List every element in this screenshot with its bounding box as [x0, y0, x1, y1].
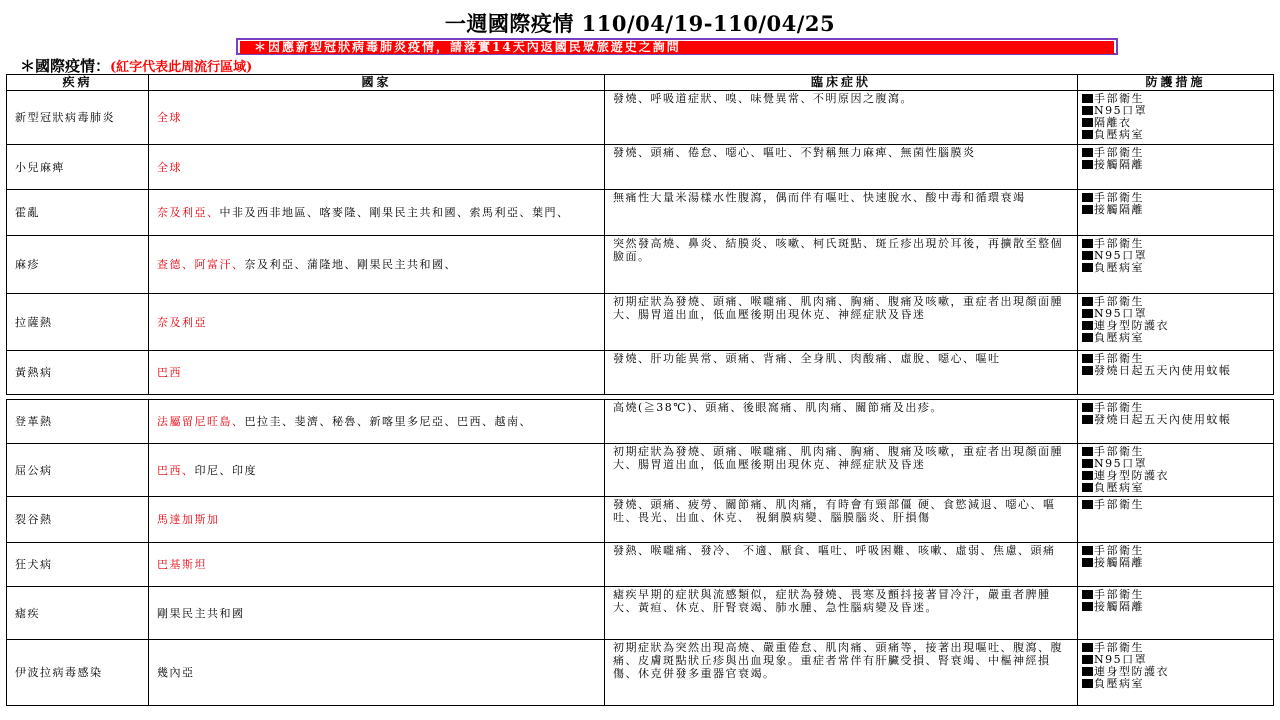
- disease-cell: 伊波拉病毒感染: [7, 640, 149, 706]
- header-protection: 防護措施: [1078, 75, 1274, 91]
- symptoms-cell: 突然發高燒、鼻炎、結膜炎、咳嗽、柯氏斑點、斑丘疹出現於耳後，再擴散至整個臉面。: [605, 236, 1078, 294]
- disease-cell: 狂犬病: [7, 543, 149, 587]
- protection-item: 接觸隔離: [1082, 159, 1269, 171]
- disease-cell: 屈公病: [7, 444, 149, 497]
- country-black: 巴拉圭、斐濟、秘魯、新喀里多尼亞、巴西、越南、: [244, 415, 532, 428]
- protection-item: 連身型防護衣: [1082, 470, 1269, 482]
- symptoms-cell: 發燒、頭痛、疲勞、關節痛、肌肉痛，有時會有頸部僵 硬、食慾減退、噁心、嘔吐、畏光、出血、休克、 視網膜病變、腦膜腦炎、肝損傷: [605, 497, 1078, 543]
- country-red: 全球: [157, 160, 182, 174]
- protection-item: 負壓病室: [1082, 678, 1269, 690]
- table-row: [7, 640, 1274, 706]
- protection-cell: [1078, 91, 1274, 145]
- table-row: [7, 543, 1274, 587]
- header-disease: 疾病: [7, 75, 149, 91]
- protection-cell: [1078, 543, 1274, 587]
- table-row: [7, 145, 1274, 190]
- symptoms-cell: 發燒、呼吸道症狀、嗅、味覺異常、不明原因之腹瀉。: [605, 91, 1078, 145]
- country-cell: [149, 294, 605, 351]
- table-row: [7, 400, 1274, 444]
- protection-cell: [1078, 587, 1274, 640]
- protection-item: 手部衛生: [1082, 499, 1269, 511]
- protection-item: 接觸隔離: [1082, 204, 1269, 216]
- protection-item: 發燒日起五天內使用蚊帳: [1082, 414, 1269, 426]
- protection-item: 手部衛生: [1082, 402, 1269, 414]
- protection-item: N95口罩: [1082, 250, 1269, 262]
- protection-item: N95口罩: [1082, 654, 1269, 666]
- country-red: 奈及利亞: [157, 315, 207, 329]
- country-black: 奈及利亞、蒲隆地、剛果民主共和國、: [244, 258, 457, 271]
- protection-item: 手部衛生: [1082, 642, 1269, 654]
- symptoms-cell: 發燒、頭痛、倦怠、噁心、嘔吐、不對稱無力麻痺、無菌性腦膜炎: [605, 145, 1078, 190]
- country-red: 全球: [157, 111, 182, 124]
- country-red: 巴西、: [157, 463, 195, 477]
- protection-cell: [1078, 236, 1274, 294]
- disease-cell: 新型冠狀病毒肺炎: [7, 91, 149, 145]
- page-title: 一週國際疫情 110/04/19-110/04/25: [444, 11, 836, 36]
- header-country: 國家: [149, 75, 605, 91]
- protection-cell: [1078, 497, 1274, 543]
- notice-banner: [236, 38, 1118, 55]
- country-cell: [149, 543, 605, 587]
- country-cell: [149, 640, 605, 706]
- country-red: 法屬留尼旺島、: [157, 415, 245, 428]
- protection-cell: [1078, 351, 1274, 395]
- protection-item: 手部衛生: [1082, 446, 1269, 458]
- symptoms-cell: 初期症狀為發燒、頭痛、喉嚨痛、肌肉痛、胸痛、腹痛及咳嗽，重症者出現顏面腫大、腸胃道出血，低血壓後期出現休克、神經症狀及昏迷: [605, 294, 1078, 351]
- country-red: 巴西: [157, 366, 182, 379]
- protection-item: 負壓病室: [1082, 482, 1269, 494]
- protection-item: 連身型防護衣: [1082, 320, 1269, 332]
- disease-cell: 小兒麻痺: [7, 145, 149, 190]
- disease-cell: 裂谷熱: [7, 497, 149, 543]
- protection-item: 手部衛生: [1082, 296, 1269, 308]
- protection-cell: [1078, 640, 1274, 706]
- protection-item: N95口罩: [1082, 308, 1269, 320]
- table-row: [7, 294, 1274, 351]
- symptoms-cell: 發燒、肝功能異常、頭痛、背痛、全身肌、肉酸痛、虛脫、噁心、嘔吐: [605, 351, 1078, 395]
- protection-item: 手部衛生: [1082, 238, 1269, 250]
- protection-item: 接觸隔離: [1082, 557, 1269, 569]
- country-cell: [149, 145, 605, 190]
- protection-item: 手部衛生: [1082, 353, 1269, 365]
- country-cell: [149, 587, 605, 640]
- protection-item: 手部衛生: [1082, 93, 1269, 105]
- section-label: ＊國際疫情：: [20, 57, 111, 75]
- symptoms-cell: 發熱、喉嚨痛、發冷、 不適、厭食、嘔吐、呼吸困難、咳嗽、虛弱、焦慮、頭痛: [605, 543, 1078, 587]
- table-row: [7, 190, 1274, 236]
- symptoms-cell: 無痛性大量米湯樣水性腹瀉，偶而伴有嘔吐、快速脫水、酸中毒和循環衰竭: [605, 190, 1078, 236]
- disease-cell: 黃熱病: [7, 351, 149, 395]
- symptoms-cell: 瘧疾早期的症狀與流感類似，症狀為發燒、畏寒及顫抖接著冒冷汗，嚴重者脾腫大、黃疸、休克、肝腎衰竭、肺水腫、急性腦病變及昏迷。: [605, 587, 1078, 640]
- protection-item: 負壓病室: [1082, 129, 1269, 141]
- protection-item: 手部衛生: [1082, 147, 1269, 159]
- country-cell: [149, 400, 605, 444]
- table-row: [7, 236, 1274, 294]
- disease-cell: 霍亂: [7, 190, 149, 236]
- protection-cell: [1078, 400, 1274, 444]
- symptoms-cell: 高燒(≧38℃)、頭痛、後眼窩痛、肌肉痛、關節痛及出疹。: [605, 400, 1078, 444]
- country-cell: [149, 236, 605, 294]
- table-row: [7, 444, 1274, 497]
- country-black: 幾內亞: [157, 666, 195, 679]
- country-black: 剛果民主共和國: [157, 606, 245, 620]
- disease-cell: 瘧疾: [7, 587, 149, 640]
- protection-item: 發燒日起五天內使用蚊帳: [1082, 365, 1269, 377]
- country-black: 印尼、印度: [194, 463, 257, 477]
- country-cell: [149, 444, 605, 497]
- protection-item: 手部衛生: [1082, 545, 1269, 557]
- table-header-row: [7, 75, 1274, 91]
- country-cell: [149, 497, 605, 543]
- section-note: (紅字代表此周流行區域): [110, 60, 253, 75]
- protection-item: 隔離衣: [1082, 117, 1269, 129]
- epidemic-table: [6, 74, 1273, 706]
- protection-item: 手部衛生: [1082, 589, 1269, 601]
- table-row: [7, 497, 1274, 543]
- protection-cell: [1078, 190, 1274, 236]
- disease-cell: 麻疹: [7, 236, 149, 294]
- symptoms-cell: 初期症狀為發燒、頭痛、喉嚨痛、肌肉痛、胸痛、腹痛及咳嗽，重症者出現顏面腫大、腸胃道出血，低血壓後期出現休克、神經症狀及昏迷: [605, 444, 1078, 497]
- country-red: 巴基斯坦: [157, 558, 207, 571]
- protection-cell: [1078, 145, 1274, 190]
- disease-cell: 拉薩熱: [7, 294, 149, 351]
- country-cell: [149, 190, 605, 236]
- protection-item: 負壓病室: [1082, 332, 1269, 344]
- notice-text: ＊因應新型冠狀病毒肺炎疫情，請落實14天內返國民眾旅遊史之詢問: [240, 41, 1114, 54]
- header-symptoms: 臨床症狀: [605, 75, 1078, 91]
- protection-item: N95口罩: [1082, 105, 1269, 117]
- country-cell: [149, 91, 605, 145]
- country-black: 中非及西非地區、喀麥隆、剛果民主共和國、索馬利亞、葉門、: [219, 206, 570, 219]
- protection-cell: [1078, 444, 1274, 497]
- country-red: 馬達加斯加: [157, 513, 220, 526]
- protection-item: 接觸隔離: [1082, 601, 1269, 613]
- symptoms-cell: 初期症狀為突然出現高燒、嚴重倦怠、肌肉痛、頭痛等，接著出現嘔吐、腹瀉、腹痛、皮膚斑點狀丘疹與出血現象。重症者常伴有肝臟受損、腎衰竭、中樞神經損傷、休克併發多重器官衰竭。: [605, 640, 1078, 706]
- protection-item: 負壓病室: [1082, 262, 1269, 274]
- table-body: [7, 91, 1274, 706]
- table-row: [7, 91, 1274, 145]
- disease-cell: 登革熱: [7, 400, 149, 444]
- country-red: 奈及利亞、: [157, 206, 220, 219]
- country-cell: [149, 351, 605, 395]
- table-row: [7, 351, 1274, 395]
- table-row: [7, 587, 1274, 640]
- protection-item: 連身型防護衣: [1082, 666, 1269, 678]
- protection-item: 手部衛生: [1082, 192, 1269, 204]
- protection-cell: [1078, 294, 1274, 351]
- protection-item: N95口罩: [1082, 458, 1269, 470]
- country-red: 查德、阿富汗、: [157, 258, 245, 271]
